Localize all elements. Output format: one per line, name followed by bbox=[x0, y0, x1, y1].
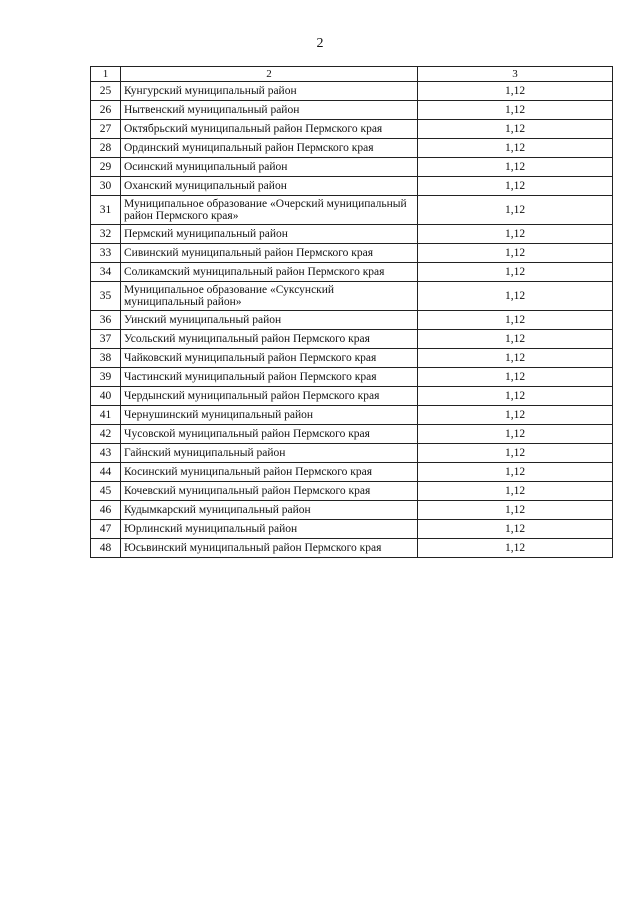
municipality-name: Оханский муниципальный район bbox=[121, 177, 418, 196]
row-number: 33 bbox=[91, 244, 121, 263]
table-row bbox=[91, 368, 613, 387]
coefficient-value: 1,12 bbox=[418, 82, 613, 101]
coefficient-value: 1,12 bbox=[418, 139, 613, 158]
coefficient-value: 1,12 bbox=[418, 158, 613, 177]
municipality-name: Пермский муниципальный район bbox=[121, 225, 418, 244]
coefficient-value: 1,12 bbox=[418, 444, 613, 463]
table-row bbox=[91, 225, 613, 244]
coefficient-value: 1,12 bbox=[418, 177, 613, 196]
row-number: 43 bbox=[91, 444, 121, 463]
row-number: 29 bbox=[91, 158, 121, 177]
header-cell-1: 1 bbox=[91, 67, 121, 82]
row-number: 44 bbox=[91, 463, 121, 482]
coefficient-value: 1,12 bbox=[418, 311, 613, 330]
coefficient-value: 1,12 bbox=[418, 425, 613, 444]
table-row bbox=[91, 330, 613, 349]
coefficient-value: 1,12 bbox=[418, 387, 613, 406]
municipality-name: Усольский муниципальный район Пермского края bbox=[121, 330, 418, 349]
row-number: 42 bbox=[91, 425, 121, 444]
coefficient-value: 1,12 bbox=[418, 349, 613, 368]
coefficient-value: 1,12 bbox=[418, 244, 613, 263]
coefficient-value: 1,12 bbox=[418, 539, 613, 558]
table-row bbox=[91, 101, 613, 120]
row-number: 28 bbox=[91, 139, 121, 158]
coefficient-value: 1,12 bbox=[418, 463, 613, 482]
row-number: 26 bbox=[91, 101, 121, 120]
table-row bbox=[91, 406, 613, 425]
municipality-name: Уинский муниципальный район bbox=[121, 311, 418, 330]
row-number: 41 bbox=[91, 406, 121, 425]
page-number: 2 bbox=[316, 36, 324, 51]
municipality-name: Кунгурский муниципальный район bbox=[121, 82, 418, 101]
row-number: 38 bbox=[91, 349, 121, 368]
row-number: 31 bbox=[91, 196, 121, 225]
row-number: 35 bbox=[91, 282, 121, 311]
table-row bbox=[91, 463, 613, 482]
municipality-name: Юсьвинский муниципальный район Пермского края bbox=[121, 539, 418, 558]
table-row bbox=[91, 482, 613, 501]
table-row bbox=[91, 282, 613, 311]
municipality-name: Сивинский муниципальный район Пермского края bbox=[121, 244, 418, 263]
row-number: 37 bbox=[91, 330, 121, 349]
table-row bbox=[91, 349, 613, 368]
table-row bbox=[91, 501, 613, 520]
coefficient-value: 1,12 bbox=[418, 368, 613, 387]
coefficient-value: 1,12 bbox=[418, 263, 613, 282]
table-row bbox=[91, 158, 613, 177]
table-row bbox=[91, 177, 613, 196]
municipality-name: Муниципальное образование «Очерский муниципальный район Пермского края» bbox=[121, 196, 418, 225]
header-cell-2: 2 bbox=[121, 67, 418, 82]
municipality-name: Октябрьский муниципальный район Пермского края bbox=[121, 120, 418, 139]
table-row bbox=[91, 444, 613, 463]
row-number: 39 bbox=[91, 368, 121, 387]
coefficient-value: 1,12 bbox=[418, 406, 613, 425]
municipality-name: Юрлинский муниципальный район bbox=[121, 520, 418, 539]
row-number: 27 bbox=[91, 120, 121, 139]
municipality-name: Нытвенский муниципальный район bbox=[121, 101, 418, 120]
municipality-name: Чусовской муниципальный район Пермского края bbox=[121, 425, 418, 444]
row-number: 25 bbox=[91, 82, 121, 101]
table-body bbox=[91, 67, 613, 558]
row-number: 46 bbox=[91, 501, 121, 520]
table-row bbox=[91, 139, 613, 158]
table-row bbox=[91, 520, 613, 539]
coefficient-value: 1,12 bbox=[418, 520, 613, 539]
coefficient-value: 1,12 bbox=[418, 196, 613, 225]
table-row bbox=[91, 120, 613, 139]
table-row bbox=[91, 263, 613, 282]
coefficients-table bbox=[90, 66, 613, 558]
row-number: 30 bbox=[91, 177, 121, 196]
municipality-name: Чернушинский муниципальный район bbox=[121, 406, 418, 425]
table-row bbox=[91, 82, 613, 101]
table-row bbox=[91, 539, 613, 558]
row-number: 48 bbox=[91, 539, 121, 558]
table-row bbox=[91, 196, 613, 225]
coefficient-value: 1,12 bbox=[418, 101, 613, 120]
municipality-name: Гайнский муниципальный район bbox=[121, 444, 418, 463]
row-number: 40 bbox=[91, 387, 121, 406]
municipality-name: Чайковский муниципальный район Пермского края bbox=[121, 349, 418, 368]
coefficient-value: 1,12 bbox=[418, 482, 613, 501]
coefficient-value: 1,12 bbox=[418, 501, 613, 520]
coefficient-value: 1,12 bbox=[418, 225, 613, 244]
header-cell-3: 3 bbox=[418, 67, 613, 82]
table-header-row bbox=[91, 67, 613, 82]
row-number: 47 bbox=[91, 520, 121, 539]
municipality-name: Косинский муниципальный район Пермского края bbox=[121, 463, 418, 482]
coefficient-value: 1,12 bbox=[418, 330, 613, 349]
table-row bbox=[91, 387, 613, 406]
municipality-name: Соликамский муниципальный район Пермского края bbox=[121, 263, 418, 282]
row-number: 45 bbox=[91, 482, 121, 501]
municipality-name: Чердынский муниципальный район Пермского края bbox=[121, 387, 418, 406]
municipality-name: Ординский муниципальный район Пермского края bbox=[121, 139, 418, 158]
municipality-name: Муниципальное образование «Суксунский муниципальный район» bbox=[121, 282, 418, 311]
row-number: 34 bbox=[91, 263, 121, 282]
row-number: 36 bbox=[91, 311, 121, 330]
municipality-name: Кочевский муниципальный район Пермского края bbox=[121, 482, 418, 501]
table-row bbox=[91, 311, 613, 330]
municipality-name: Осинский муниципальный район bbox=[121, 158, 418, 177]
municipality-name: Кудымкарский муниципальный район bbox=[121, 501, 418, 520]
row-number: 32 bbox=[91, 225, 121, 244]
table-row bbox=[91, 244, 613, 263]
municipality-name: Частинский муниципальный район Пермского края bbox=[121, 368, 418, 387]
coefficient-value: 1,12 bbox=[418, 120, 613, 139]
coefficient-value: 1,12 bbox=[418, 282, 613, 311]
table-row bbox=[91, 425, 613, 444]
